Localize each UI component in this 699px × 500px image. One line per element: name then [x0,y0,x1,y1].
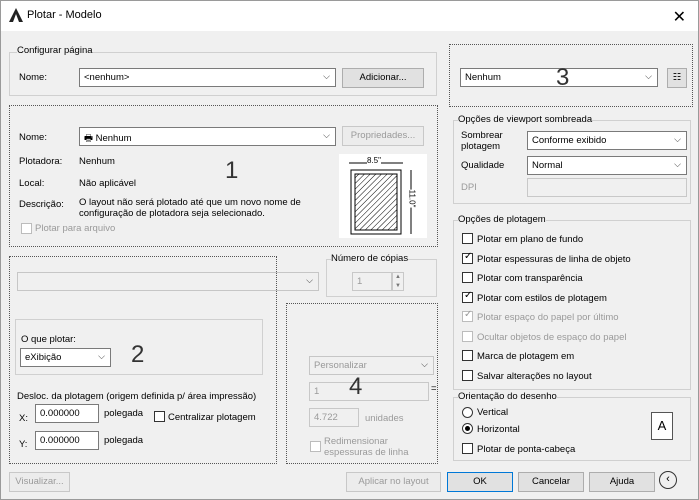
plot-options-group [453,220,691,390]
copies-input[interactable]: 1 [352,272,392,291]
add-button[interactable]: Adicionar... [342,68,424,88]
plot-options-label: Opções de plotagem [458,214,546,225]
offset-x-unit: polegada [104,408,144,419]
plotter-label: Plotadora: [19,156,63,167]
scale-value-2-input[interactable]: 4.722 [309,408,359,427]
center-plot-checkbox[interactable] [154,411,165,422]
center-plot-label: Centralizar plotagem [168,412,256,423]
preview-button[interactable]: Visualizar... [9,472,70,492]
quality-select[interactable]: Normal ⌵ [527,156,687,175]
plot-option-label: Plotar espessuras de linha de objeto [477,253,631,265]
chevron-down-icon: ⌵ [674,134,681,144]
dpi-label: DPI [461,182,477,193]
plot-option-label: Salvar alterações no layout [477,370,592,382]
window-title: Plotar - Modelo [27,9,102,21]
plot-option-label: Plotar em plano de fundo [477,234,584,245]
description-label: Descrição: [19,199,64,210]
quality-label: Qualidade [461,160,505,171]
scale-select[interactable]: Personalizar ⌵ [309,356,434,375]
annotation-4: 4 [349,373,363,400]
annotation-3: 3 [556,64,570,91]
properties-button[interactable]: Propriedades... [342,126,424,146]
portrait-radio[interactable] [462,407,473,418]
shaded-viewport-label: Opções de viewport sombreada [458,114,593,125]
page-setup-label: Configurar página [17,45,93,56]
orientation-label: Orientação do desenho [458,391,557,402]
scale-value-1-input[interactable]: 1 [309,382,429,401]
annotation-2: 2 [131,341,145,368]
chevron-down-icon: ⌵ [645,71,652,81]
offset-x-label: X: [19,413,28,424]
close-icon[interactable]: ✕ [672,9,686,26]
chevron-down-icon: ⌵ [306,275,313,285]
plot-option-label: Plotar espaço do papel por último [477,312,619,323]
scale-lineweights-checkbox[interactable] [310,441,321,452]
chevron-down-icon: ⌵ [421,359,428,369]
plot-option-label: Ocultar objetos de espaço do papel [477,331,627,343]
help-button[interactable]: Ajuda [589,472,655,492]
copies-label: Número de cópias [331,253,409,264]
printer-name-label: Nome: [19,132,47,143]
upside-down-checkbox[interactable] [462,443,473,454]
plot-option-label: Marca de plotagem em [477,351,575,362]
portrait-label: Vertical [477,407,509,418]
scale-units-label: unidades [365,413,404,424]
landscape-label: Horizontal [477,424,520,435]
location-label: Local: [19,178,45,189]
chevron-down-icon: ⌵ [674,159,681,169]
shade-preset-select[interactable]: Nenhum ⌵ [460,68,658,87]
plot-option-label: Plotar com transparência [477,273,583,284]
title-bar [1,1,698,31]
orientation-preview-icon: A [651,412,673,440]
paper-width-label: 8.5" [367,156,381,165]
plot-option-checkbox[interactable] [462,350,473,361]
plotter-value: Nenhum [79,156,115,167]
annotation-1: 1 [225,157,239,184]
upside-down-label: Plotar de ponta-cabeça [477,444,576,455]
plot-to-file-label: Plotar para arquivo [35,223,116,234]
printer-name-select[interactable]: 🖶 Nenhum ⌵ [79,127,336,146]
paper-height-label: 11.0" [407,189,417,208]
offset-label: Desloc. da plotagem (origem definida p/ área impressão) [17,391,257,402]
plot-option-checkbox[interactable] [462,233,473,244]
location-value: Não aplicável [79,178,137,189]
plot-to-file-checkbox[interactable] [21,223,32,234]
shade-plot-select[interactable]: Conforme exibido ⌵ [527,131,687,150]
plot-option-checkbox[interactable] [462,331,473,342]
apply-to-layout-button[interactable]: Aplicar no layout [346,472,441,492]
printer-icon: 🖶 [84,133,96,144]
offset-x-input[interactable]: 0.000000 [35,404,99,423]
plot-option-checkbox[interactable] [462,253,473,264]
plot-option-checkbox[interactable] [462,272,473,283]
chevron-down-icon: ⌵ [98,351,105,361]
autocad-logo-icon [9,8,23,22]
dpi-input[interactable] [527,178,687,197]
chevron-down-icon: ⌵ [323,71,330,81]
plot-area-label: O que plotar: [21,334,76,345]
settings-icon[interactable]: ☷ [667,68,687,88]
offset-y-label: Y: [19,439,28,450]
copies-spinner[interactable]: ▲ ▼ [392,272,404,291]
plot-option-checkbox[interactable] [462,292,473,303]
shade-plot-label: Sombrear plotagem [461,130,503,152]
paper-preview [339,154,427,238]
plot-option-checkbox[interactable] [462,370,473,381]
plot-option-checkbox[interactable] [462,311,473,322]
scale-equals: = [431,383,437,394]
description-value: O layout não será plotado até que um novo nome de configuração de plotadora seja selecionado. [79,197,301,219]
page-setup-name-select[interactable]: <nenhum> ⌵ [79,68,336,87]
plot-area-select[interactable]: eXibição ⌵ [20,348,111,367]
cancel-button[interactable]: Cancelar [518,472,584,492]
page-setup-name-label: Nome: [19,72,47,83]
offset-y-input[interactable]: 0.000000 [35,431,99,450]
plot-option-label: Plotar com estilos de plotagem [477,292,607,304]
offset-y-unit: polegada [104,435,144,446]
chevron-down-icon: ⌵ [323,130,330,140]
scale-lineweights-label: Redimensionar espessuras de linha [324,436,409,458]
ok-button[interactable]: OK [447,472,513,492]
collapse-icon[interactable]: ‹ [659,471,677,489]
landscape-radio[interactable] [462,423,473,434]
